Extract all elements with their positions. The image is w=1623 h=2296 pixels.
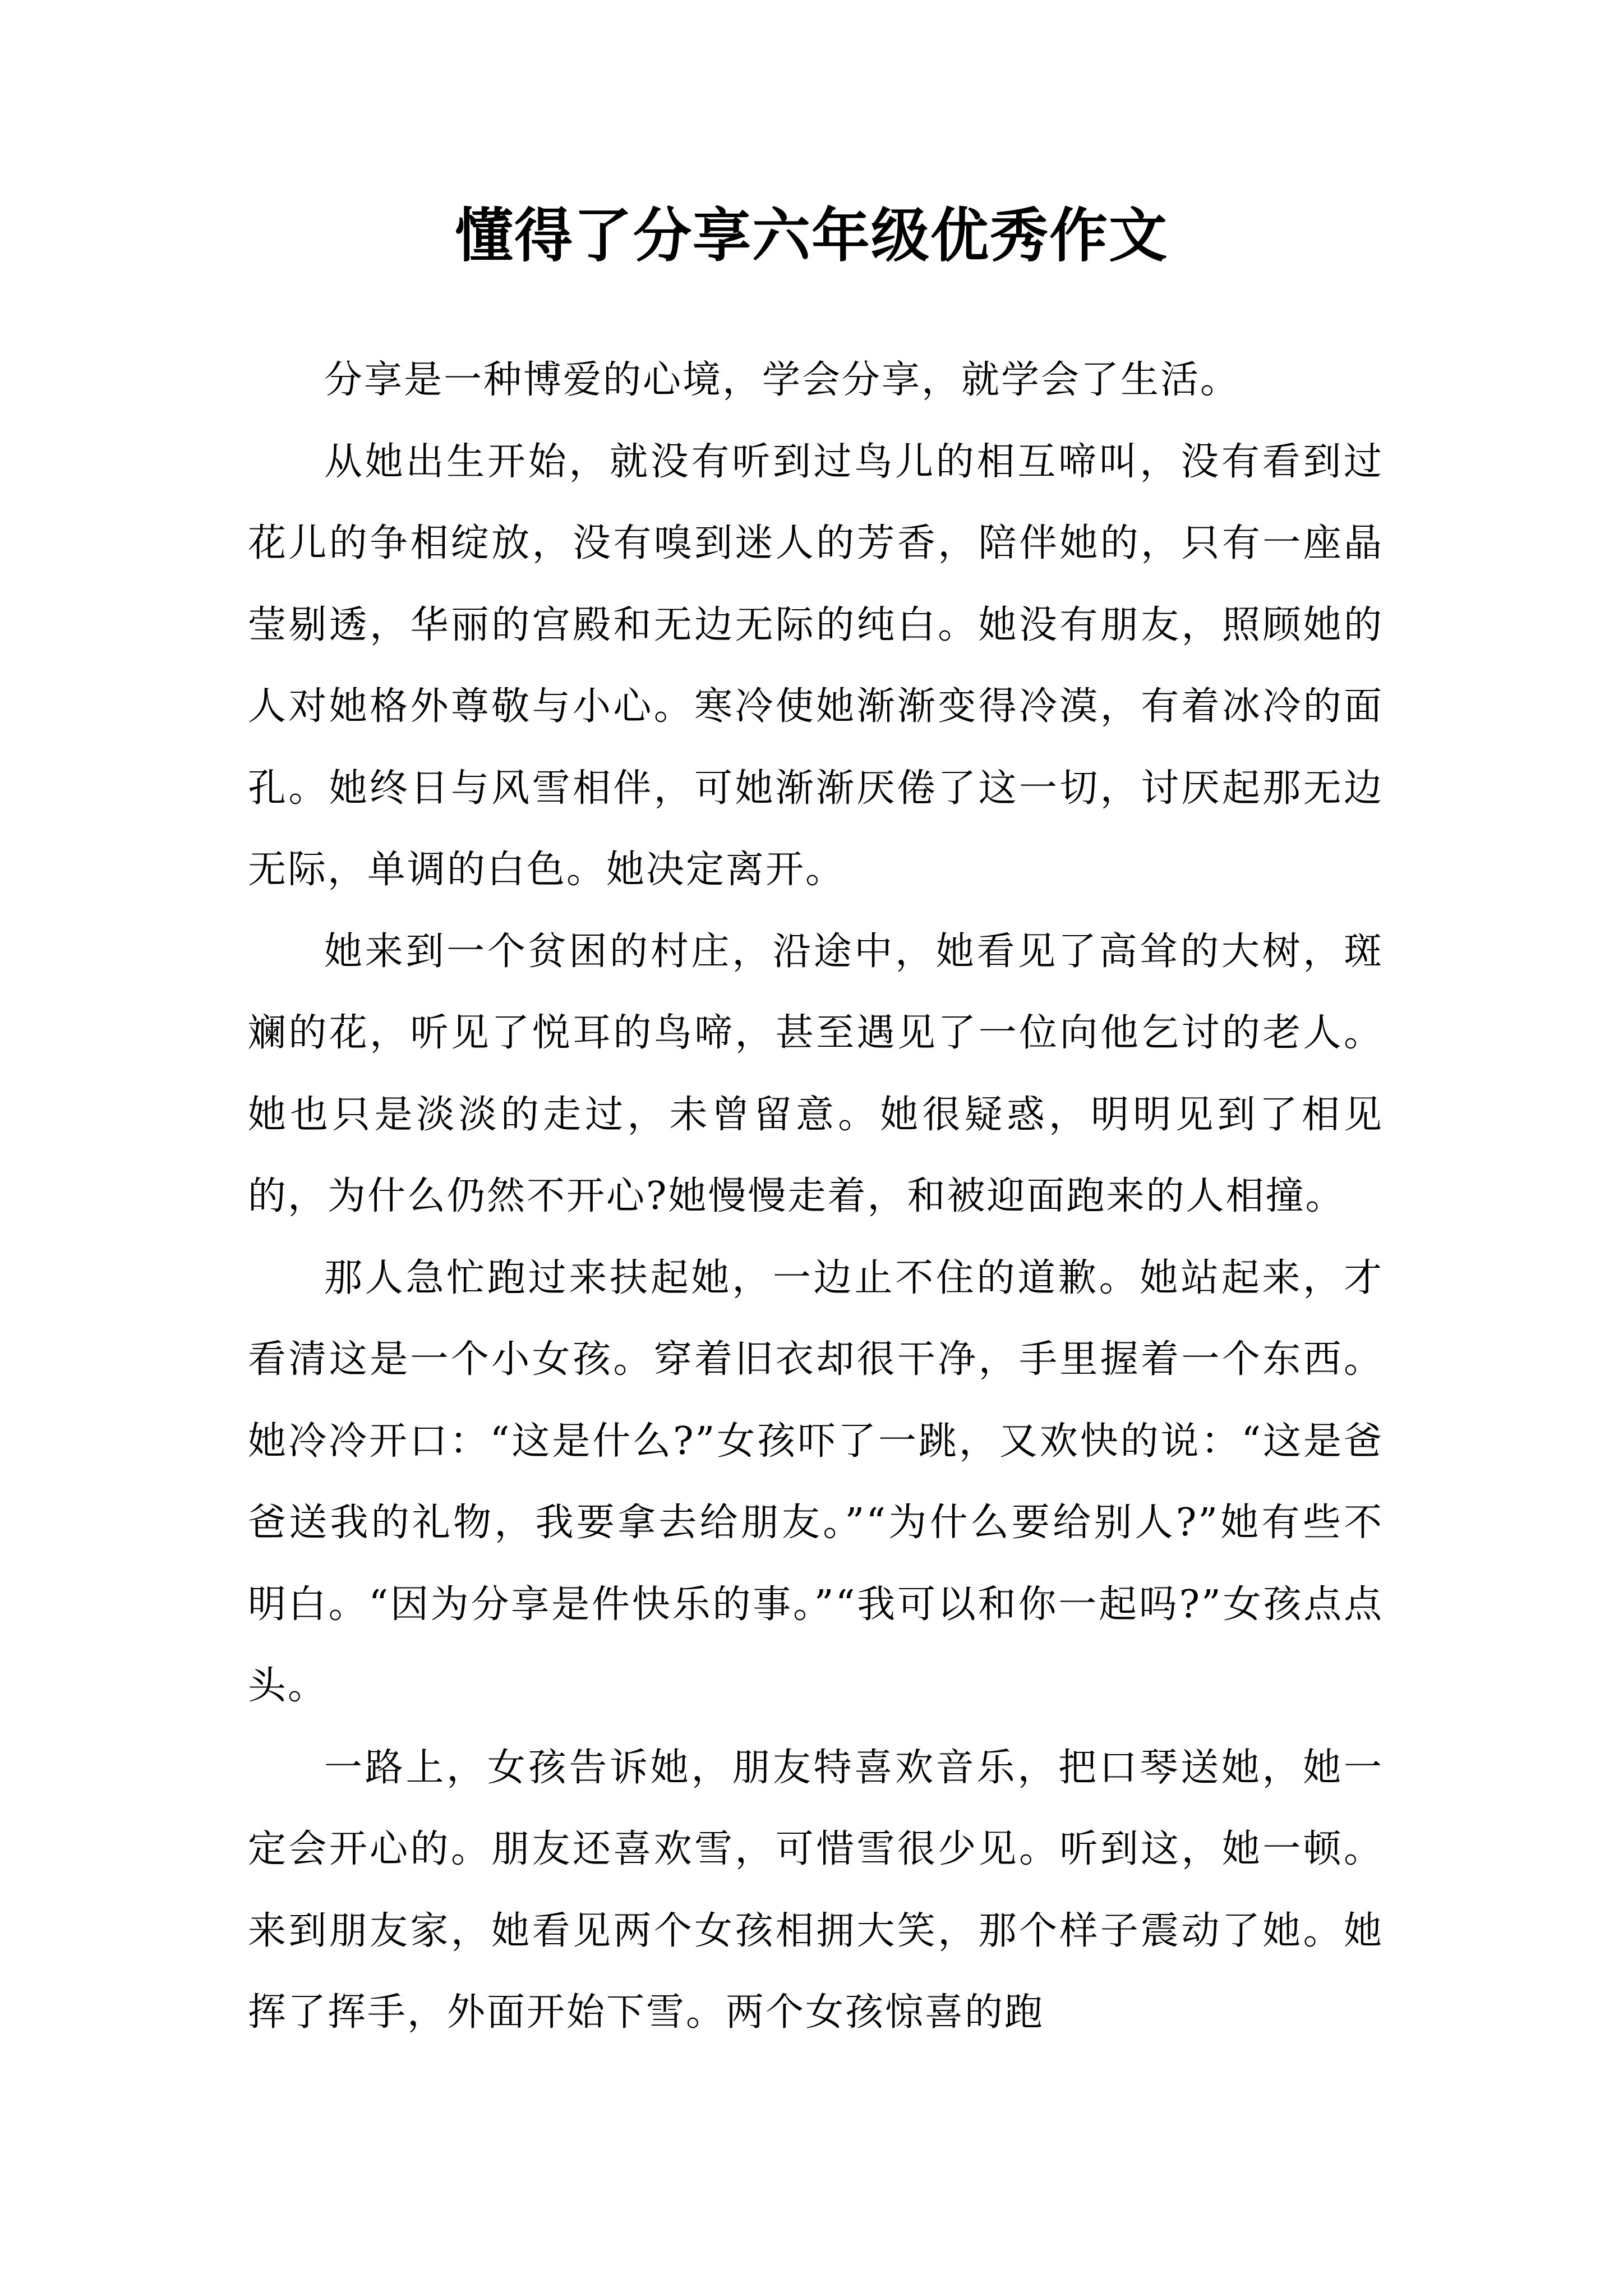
paragraph-4: 那人急忙跑过来扶起她，一边止不住的道歉。她站起来，才看清这是一个小女孩。穿着旧衣却很干净，手里握着一个东西。她冷冷开口：“这是什么?”女孩吓了一跳，又欢快的说：“这是爸爸送我的礼物，我要拿去给朋友。”“为什么要给别人?”她有些不明白。“因为分享是件快乐的事。”“我可以和你一起吗?”女孩点点头。 bbox=[248, 1255, 1384, 1708]
paragraph-2: 从她出生开始，就没有听到过鸟儿的相互啼叫，没有看到过花儿的争相绽放，没有嗅到迷人的芳香，陪伴她的，只有一座晶莹剔透，华丽的宫殿和无边无际的纯白。她没有朋友，照顾她的人对她格外尊敬与小心。寒冷使她渐渐变得冷漠，有着冰冷的面孔。她终日与风雪相伴，可她渐渐厌倦了这一切，讨厌起那无边无际，单调的白色。她决定离开。 bbox=[248, 439, 1384, 892]
paragraph-5: 一路上，女孩告诉她，朋友特喜欢音乐，把口琴送她，她一定会开心的。朋友还喜欢雪，可惜雪很少见。听到这，她一顿。来到朋友家，她看见两个女孩相拥大笑，那个样子震动了她。她挥了挥手，外面开始下雪。两个女孩惊喜的跑 bbox=[248, 1745, 1384, 2035]
document-title: 懂得了分享六年级优秀作文 bbox=[454, 201, 1168, 270]
paragraph-3: 她来到一个贫困的村庄，沿途中，她看见了高耸的大树，斑斓的花，听见了悦耳的鸟啼，甚至遇见了一位向他乞讨的老人。她也只是淡淡的走过，未曾留意。她很疑惑，明明见到了相见的，为什么仍然不开心?她慢慢走着，和被迎面跑来的人相撞。 bbox=[248, 929, 1384, 1218]
document-body bbox=[248, 339, 1384, 2054]
paragraph-1: 分享是一种博爱的心境，学会分享，就学会了生活。 bbox=[324, 358, 1241, 402]
